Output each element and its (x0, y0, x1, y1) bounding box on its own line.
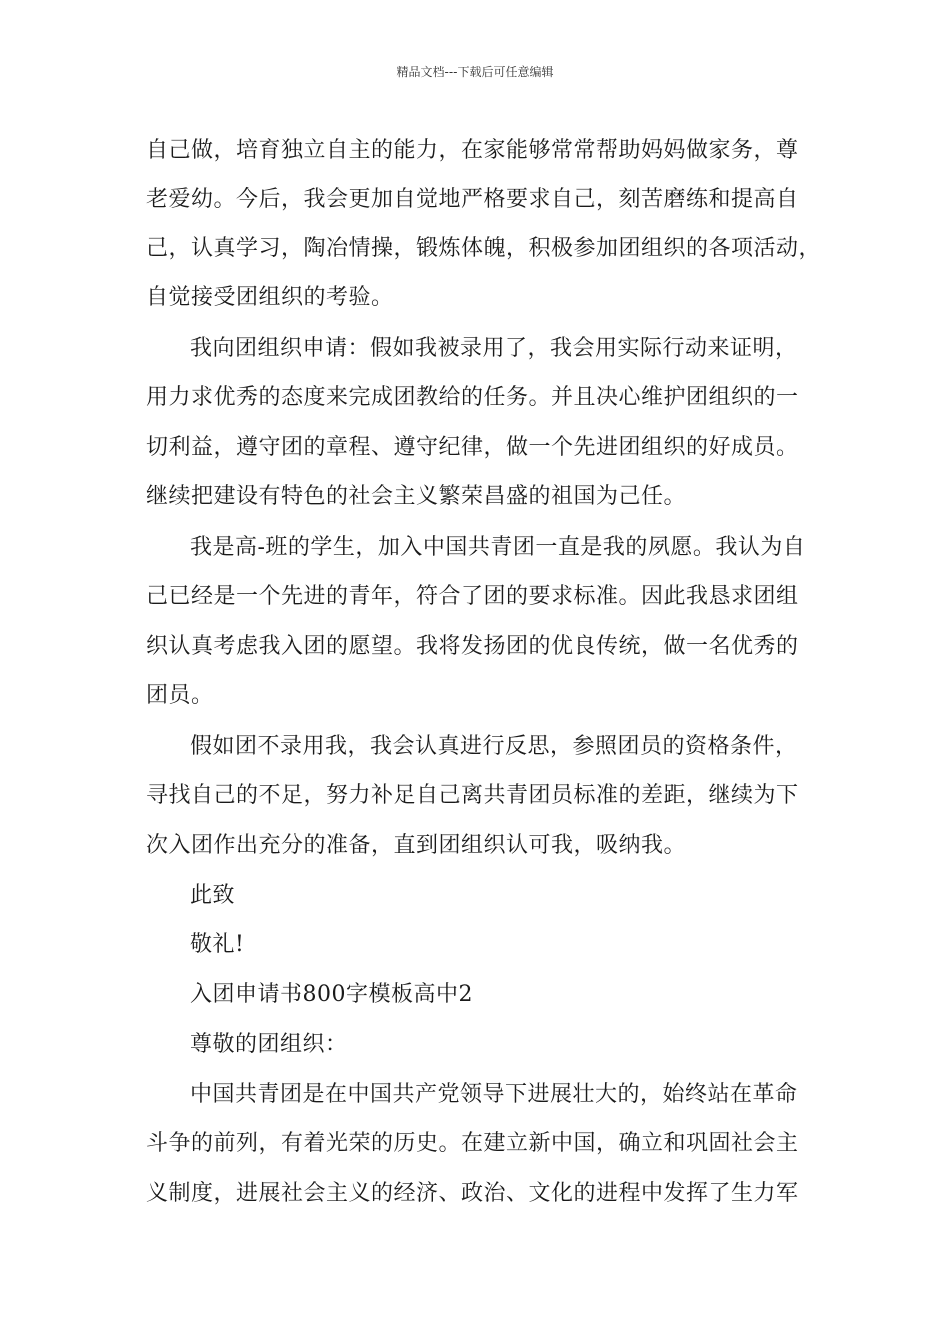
paragraph-first-line: 我向团组织申请：假如我被录用了，我会用实际行动来证明， (190, 336, 798, 361)
paragraph-first-line: 中国共青团是在中国共产党领导下进展壮大的，始终站在革命 (190, 1082, 798, 1107)
greeting-line: 尊敬的团组织： (190, 1032, 348, 1057)
text-line: 义制度，进展社会主义的经济、政治、文化的进程中发挥了生力军 (146, 1181, 799, 1206)
text-line: 团员。 (146, 683, 214, 708)
paragraph-first-line: 我是高-班的学生，加入中国共青团一直是我的夙愿。我认为自 (190, 535, 806, 560)
text-line: 继续把建设有特色的社会主义繁荣昌盛的祖国为己任。 (146, 484, 687, 509)
closing-line: 此致 (190, 883, 236, 908)
salutation-line: 敬礼! (190, 932, 245, 957)
text-line: 次入团作出充分的准备，直到团组织认可我，吸纳我。 (146, 833, 687, 858)
text-line: 自己做，培育独立自主的能力，在家能够常常帮助妈妈做家务，尊 (146, 138, 799, 163)
text-line: 自觉接受团组织的考验。 (146, 285, 394, 310)
text-line: 寻找自己的不足，努力补足自己离共青团员标准的差距，继续为下 (146, 783, 799, 808)
text-line: 切利益，遵守团的章程、遵守纪律，做一个先进团组织的好成员。 (146, 435, 799, 460)
page-header: 精品文档---下载后可任意编辑 (396, 65, 554, 79)
paragraph-first-line: 假如团不录用我，我会认真进行反思，参照团员的资格条件， (190, 734, 798, 759)
text-line: 己已经是一个先进的青年，符合了团的要求标准。因此我恳求团组 (146, 584, 799, 609)
text-line: 织认真考虑我入团的愿望。我将发扬团的优良传统，做一名优秀的 (146, 634, 799, 659)
text-line: 老爱幼。今后，我会更加自觉地严格要求自己，刻苦磨练和提高自 (146, 187, 799, 212)
text-line: 己，认真学习，陶冶情操，锻炼体魄，积极参加团组织的各项活动， (146, 236, 822, 261)
text-line: 斗争的前列，有着光荣的历史。在建立新中国，确立和巩固社会主 (146, 1131, 799, 1156)
text-line: 用力求优秀的态度来完成团教给的任务。并且决心维护团组织的一 (146, 385, 799, 410)
section-title: 入团申请书800字模板高中2 (190, 982, 473, 1007)
